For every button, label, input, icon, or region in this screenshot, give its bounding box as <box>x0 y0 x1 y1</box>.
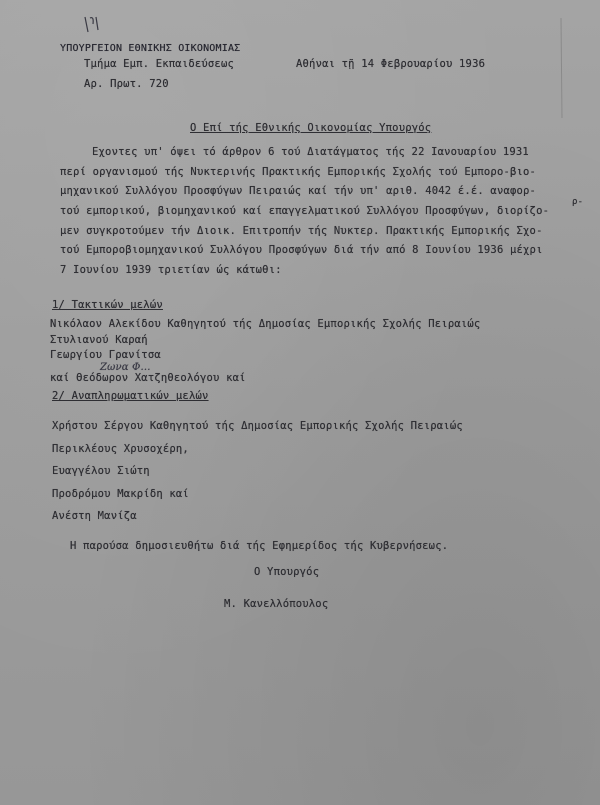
body-line-5: μεν συγκροτούμεν τήν Διοικ. Επιτροπήν τής Νυκτερ. Πρακτικής Εμπορικής Σχο- <box>60 225 543 237</box>
body-line-1: Εχοντες υπ' όψει τό άρθρον 6 τού Διατάγματος τής 22 Ιανουαρίου 1931 <box>92 146 529 158</box>
body-line-hyphen: ρ- <box>572 197 584 207</box>
protocol-number: Αρ. Πρωτ. 720 <box>84 78 169 90</box>
alternate-members-heading: 2/ Αναπληρωματικών μελών <box>52 390 209 402</box>
body-line-6: τού Εμποροβιομηχανικού Συλλόγου Προσφύγων διά τήν από 8 Ιουνίου 1936 μέχρι <box>60 244 543 256</box>
signature-title: Ο Υπουργός <box>254 566 320 578</box>
document-title: Ο Επί τής Εθνικής Οικονομίας Υπουργός <box>190 122 432 134</box>
body-line-3: μηχανικού Συλλόγου Προσφύγων Πειραιώς καί τήν υπ' αριθ. 4042 έ.έ. αναφορ- <box>60 185 537 197</box>
closing-sentence: Η παρούσα δημοσιευθήτω διά τής Εφημερίδος τής Κυβερνήσεως. <box>70 540 449 552</box>
place-date: Αθήναι τῇ 14 Φεβρουαρίου 1936 <box>296 58 486 70</box>
regular-member-1: Νικόλαον Αλεκίδου Καθηγητού τής Δημοσίας Εμπορικής Σχολής Πειραιώς <box>50 318 481 330</box>
handwritten-mark <box>82 14 104 36</box>
body-line-7: 7 Ιουνίου 1939 τριετίαν ώς κάτωθι: <box>60 264 282 276</box>
handwritten-member-note: Ζωνα Φ... <box>100 362 151 373</box>
alternate-member-5: Ανέστη Μανίζα <box>52 510 137 522</box>
alternate-member-2: Περικλέους Χρυσοχέρη, <box>52 443 189 455</box>
alternate-member-4: Προδρόμου Μακρίδη καί <box>52 488 189 500</box>
regular-member-2: Στυλιανού Καραή <box>50 334 148 346</box>
signature-name: Μ. Κανελλόπουλος <box>224 598 329 610</box>
alternate-member-1: Χρήστου Σέργου Καθηγητού τής Δημοσίας Εμπορικής Σχολής Πειραιώς <box>52 420 463 432</box>
body-line-4: τού εμπορικού, βιομηχανικού καί επαγγελματικού Συλλόγου Προσφύγων, διορίζο- <box>60 205 550 217</box>
regular-member-4: καί Θεόδωρον Χατζηθεολόγου καί <box>50 372 246 384</box>
regular-member-3: Γεωργίου Γρανίτσα <box>50 349 161 361</box>
alternate-member-3: Ευαγγέλου Σιώτη <box>52 465 150 477</box>
body-line-2: περί οργανισμού τής Νυκτερινής Πρακτικής Εμπορικής Σχολής τού Εμπορο-βιο- <box>60 166 537 178</box>
paper-edge-mark <box>556 18 566 118</box>
regular-members-heading: 1/ Τακτικών μελών <box>52 299 163 311</box>
ministry-heading: ΥΠΟΥΡΓΕΙΟΝ ΕΘΝΙΚΗΣ ΟΙΚΟΝΟΜΙΑΣ <box>60 43 241 54</box>
department-line: Τμήμα Εμπ. Εκπαιδεύσεως <box>84 58 234 70</box>
